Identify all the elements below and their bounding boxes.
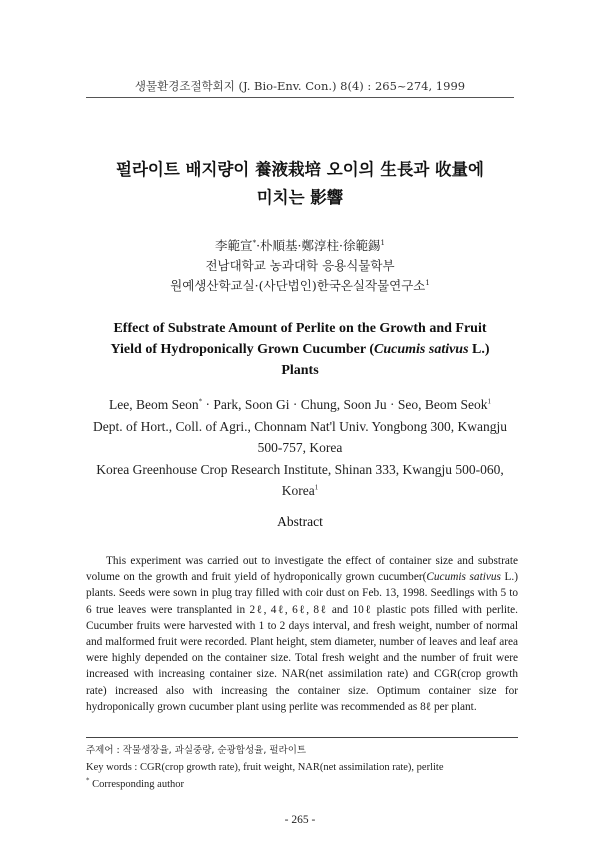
english-department-postcode: 500-757, Korea [257,440,343,455]
english-title-line-3: Plants [281,363,319,378]
page-number: - 265 - [284,814,316,826]
author-star-mark: * [252,238,257,247]
korean-title-line-1: 펄라이트 배지량이 養液栽培 오이의 生長과 收量에 [116,160,484,179]
korean-title-line-2: 미치는 影響 [256,188,344,207]
footnotes [86,742,526,793]
english-title-line-2: Yield of Hydroponically Grown Cucumber (Cucumis sativus L.) [110,342,490,357]
english-authors-block [80,394,520,502]
species-name: Cucumis sativus [374,342,469,357]
abstract-text: This experiment was carried out to investigate the effect of container size and substrate volume on the growth and fruit yield of hydroponically grown cucumber(Cucumis sativus L.) plants. Seeds were sown in plug tray filled with coir dust on Feb. 13, 1998. Seedlings with 5 to 6 true leaves were transplanted in 2ℓ, 4ℓ, 6ℓ, 8ℓ and 10ℓ plastic pots filled with perlite. Cucumber fruits were harvested with 1 to 2 days interval, and fresh weight, number of normal and malformed fruit were recorded. Plant height, stem diameter, number of leaves and leaf area were highly depended on the container size. Total fresh weight and the number of fruit were increased with increasing container size. NAR(net assimilation rate) and CGR(crop growth rate) increased also with increasing the container size. Optimum container size for hydroponically grown cucumber plant using perlite was recommended as 8ℓ per plant. [86,555,518,713]
korean-affiliation-2: 원예생산학교실·(사단법인)한국온실작물연구소$^1$ [170,278,430,293]
journal-header: 생물환경조절학회지 (J. Bio-Env. Con.) 8(4) : 265~274, 1999 [134,79,466,93]
korean-authors-block [60,236,540,296]
english-title-line-1: Effect of Substrate Amount of Perlite on the Growth and Fruit [113,321,487,336]
english-department: Dept. of Hort., Coll. of Agri., Chonnam Nat'l Univ. Yongbong 300, Kwangju [92,418,508,434]
corresponding-author-note: * Corresponding author [86,776,184,790]
abstract-heading: Abstract [277,514,323,529]
english-institute-country: Korea$^1$ [281,483,319,498]
korean-title [60,156,540,212]
korean-author-names: 李範宣*·朴順基·鄭淳柱·徐範錫$^1$ [215,238,385,253]
header-rule [86,97,514,98]
korean-affiliation-1: 전남대학교 농과대학 응용식물학부 [205,258,395,273]
english-keywords: Key words : CGR(crop growth rate), fruit weight, NAR(net assimilation rate), perlite [86,762,444,773]
abstract-species-name: Cucumis sativus [426,571,501,584]
english-title [60,318,540,381]
english-institute: Korea Greenhouse Crop Research Institute, Shinan 333, Kwangju 500-060, [96,461,504,477]
footnote-rule [86,737,518,738]
korean-keywords: 주제어 : 작물생장율, 과실중량, 순광합성율, 펄라이트 [86,745,307,756]
author-affiliation-mark: 1 [380,238,385,247]
english-author-names: Lee, Beom Seon* · Park, Soon Gi · Chung, Soon Ju · Seo, Beom Seok$^1$ [109,397,491,412]
